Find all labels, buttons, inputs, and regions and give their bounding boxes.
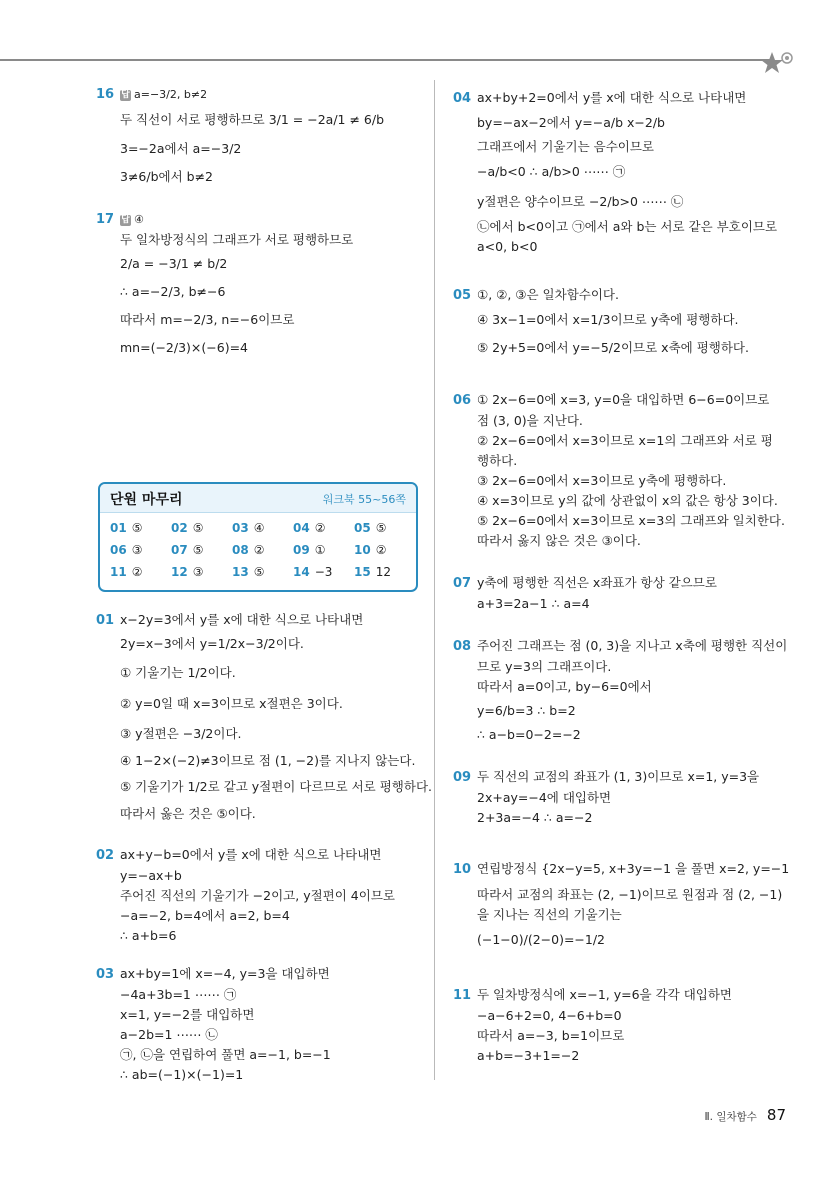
page-number: 87 <box>766 1106 786 1124</box>
problem-01 <box>96 610 433 827</box>
problem-number: 06 <box>453 393 472 408</box>
solution-line: 3=−2a에서 a=−3/2 <box>120 141 242 156</box>
solution-line: 2+3a=−4 ∴ a=−2 <box>477 810 593 825</box>
answer-cell: 13 ⑤ <box>232 565 265 579</box>
answer-cell: 04 ② <box>293 521 326 535</box>
solution-line: 따라서 옳지 않은 것은 ③이다. <box>477 533 641 548</box>
solution-line: ① 기울기는 1/2이다. <box>120 665 236 680</box>
solution-line: 2x+ay=−4에 대입하면 <box>477 790 612 805</box>
solution-line: ∴ ab=(−1)×(−1)=1 <box>120 1067 244 1082</box>
solution-line: x−2y=3에서 y를 x에 대한 식으로 나타내면 <box>120 612 364 627</box>
solution-line: ax+y−b=0에서 y를 x에 대한 식으로 나타내면 <box>120 847 382 862</box>
solution-line: 므로 y=3의 그래프이다. <box>477 659 612 674</box>
solution-line: 따라서 a=0이고, by−6=0에서 <box>477 679 652 694</box>
solution-line: ∴ a+b=6 <box>120 928 177 943</box>
solution-line: 따라서 옳은 것은 ⑤이다. <box>120 806 256 821</box>
problem-number: 16 <box>96 87 115 102</box>
solution-line: ② 2x−6=0에서 x=3이므로 x=1의 그래프와 서로 평 <box>477 433 773 448</box>
solution-line: a+b=−3+1=−2 <box>477 1048 580 1063</box>
solution-line: ∴ a−b=0−2=−2 <box>477 727 581 742</box>
solution-line: 행하다. <box>477 453 518 468</box>
answer-cell: 09 ① <box>293 543 326 557</box>
answer-grid <box>110 520 415 586</box>
problem-09 <box>453 767 793 828</box>
solution-line: mn=(−2/3)×(−6)=4 <box>120 340 248 355</box>
answer-cell: 15 12 <box>354 565 391 579</box>
answer-cell: 07 ⑤ <box>171 543 204 557</box>
unit-review-title: 단원 마무리 <box>110 492 183 508</box>
page-footer <box>705 1106 787 1124</box>
solution-line: by=−ax−2에서 y=−a/b x−2/b <box>477 115 665 130</box>
unit-review-box <box>98 482 418 592</box>
problem-17 <box>96 209 416 362</box>
problem-07 <box>453 573 793 614</box>
problem-03 <box>96 964 426 1085</box>
answer-badge: 답 <box>121 90 130 100</box>
solution-line: ax+by+2=0에서 y를 x에 대한 식으로 나타내면 <box>477 90 747 105</box>
solution-line: y축에 평행한 직선은 x좌표가 항상 같으므로 <box>477 575 717 590</box>
problem-10 <box>453 854 793 955</box>
solution-line: 두 일차방정식에 x=−1, y=6을 각각 대입하면 <box>477 987 733 1002</box>
solution-line: 을 지나는 직선의 기울기는 <box>477 907 622 922</box>
problem-08 <box>453 636 793 745</box>
solution-line: ② y=0일 때 x=3이므로 x절편은 3이다. <box>120 696 343 711</box>
problem-11 <box>453 985 793 1066</box>
workbook-reference: 워크북 55~56쪽 <box>322 493 406 506</box>
problem-04 <box>453 88 793 257</box>
problem-number: 03 <box>96 967 115 982</box>
answer-cell: 06 ③ <box>110 543 143 557</box>
problem-16 <box>96 84 416 191</box>
solution-line: ① 2x−6=0에 x=3, y=0을 대입하면 6−6=0이므로 <box>477 392 770 407</box>
problem-number: 17 <box>96 212 115 227</box>
solution-line: −a/b<0 ∴ a/b>0 ⋯⋯ ㉠ <box>477 164 626 179</box>
answer-cell: 05 ⑤ <box>354 521 387 535</box>
column-divider <box>434 80 435 1080</box>
solution-line: 따라서 a=−3, b=1이므로 <box>477 1028 625 1043</box>
solution-line: 2y=x−3에서 y=1/2x−3/2이다. <box>120 636 304 651</box>
left-column <box>96 84 416 380</box>
section-title: Ⅱ. 일차함수 <box>704 1111 757 1123</box>
problem-number: 11 <box>453 988 472 1003</box>
answer-badge: 답 <box>121 215 130 225</box>
answer-cell: 10 ② <box>354 543 387 557</box>
solution-line: 주어진 직선의 기울기가 −2이고, y절편이 4이므로 <box>120 888 395 903</box>
solution-line: ③ 2x−6=0에서 x=3이므로 y축에 평행하다. <box>477 473 727 488</box>
solution-line: −4a+3b=1 ⋯⋯ ㉠ <box>120 987 237 1002</box>
problem-number: 04 <box>453 91 472 106</box>
solution-line: a−2b=1 ⋯⋯ ㉡ <box>120 1027 218 1042</box>
solution-line: ㉠, ㉡을 연립하여 풀면 a=−1, b=−1 <box>120 1047 331 1062</box>
solution-line: −a−6+2=0, 4−6+b=0 <box>477 1008 622 1023</box>
problem-05 <box>453 285 793 362</box>
solution-line: x=1, y=−2를 대입하면 <box>120 1007 255 1022</box>
answer-cell: 03 ④ <box>232 521 265 535</box>
star-icon <box>760 48 796 78</box>
solution-line: 두 직선의 교점의 좌표가 (1, 3)이므로 x=1, y=3을 <box>477 769 760 784</box>
header-rule <box>0 59 770 61</box>
solution-line: −a=−2, b=4에서 a=2, b=4 <box>120 908 290 923</box>
answer-text: a=−3/2, b≠2 <box>134 88 208 101</box>
solution-line: ⑤ 2y+5=0에서 y=−5/2이므로 x축에 평행하다. <box>477 340 749 355</box>
solution-line: 점 (3, 0)을 지난다. <box>477 413 583 428</box>
solution-line: 그래프에서 기울기는 음수이므로 <box>477 139 654 154</box>
problem-number: 01 <box>96 613 115 628</box>
problem-number: 09 <box>453 770 472 785</box>
problem-06 <box>453 390 793 551</box>
solution-line: 연립방정식 {2x−y=5, x+3y=−1 을 풀면 x=2, y=−1 <box>477 861 790 876</box>
answer-cell: 08 ② <box>232 543 265 557</box>
solution-line: ⑤ 기울기가 1/2로 같고 y절편이 다르므로 서로 평행하다. <box>120 779 433 794</box>
problem-number: 08 <box>453 639 472 654</box>
answer-row <box>110 542 415 564</box>
solution-line: ④ 1−2×(−2)≠3이므로 점 (1, −2)를 지나지 않는다. <box>120 753 416 768</box>
problem-02 <box>96 845 426 946</box>
answer-cell: 02 ⑤ <box>171 521 204 535</box>
solution-line: ax+by=1에 x=−4, y=3을 대입하면 <box>120 966 330 981</box>
solution-line: (−1−0)/(2−0)=−1/2 <box>477 932 606 947</box>
answer-text: ④ <box>134 213 144 226</box>
solution-line: ④ 3x−1=0에서 x=1/3이므로 y축에 평행하다. <box>477 312 739 327</box>
solution-line: a+3=2a−1 ∴ a=4 <box>477 596 590 611</box>
problem-number: 02 <box>96 848 115 863</box>
solution-line: y=−ax+b <box>120 868 182 883</box>
solution-line: 3≠6/b에서 b≠2 <box>120 169 214 184</box>
right-column <box>453 88 793 1084</box>
answer-row <box>110 520 415 542</box>
solution-line: 따라서 m=−2/3, n=−6이므로 <box>120 312 295 327</box>
solution-line: ①, ②, ③은 일차함수이다. <box>477 287 619 302</box>
problem-number: 10 <box>453 862 472 877</box>
solution-line: y절편은 양수이므로 −2/b>0 ⋯⋯ ㉡ <box>477 194 684 209</box>
solution-line: ③ y절편은 −3/2이다. <box>120 726 242 741</box>
answer-cell: 14 −3 <box>293 565 333 579</box>
solution-line: ∴ a=−2/3, b≠−6 <box>120 284 226 299</box>
problem-number: 05 <box>453 288 472 303</box>
solution-line: 두 일차방정식의 그래프가 서로 평행하므로 <box>120 232 354 247</box>
answer-cell: 12 ③ <box>171 565 204 579</box>
unit-review-header <box>100 484 416 513</box>
solution-line: 주어진 그래프는 점 (0, 3)을 지나고 x축에 평행한 직선이 <box>477 638 788 653</box>
solution-line: 2/a = −3/1 ≠ b/2 <box>120 256 228 271</box>
answer-cell: 11 ② <box>110 565 143 579</box>
left-column-lower <box>96 610 433 1103</box>
solution-line: ④ x=3이므로 y의 값에 상관없이 x의 값은 항상 3이다. <box>477 493 778 508</box>
solution-line: 따라서 교점의 좌표는 (2, −1)이므로 원점과 점 (2, −1) <box>477 887 783 902</box>
solution-line: ⑤ 2x−6=0에서 x=3이므로 x=3의 그래프와 일치한다. <box>477 513 785 528</box>
solution-line: y=6/b=3 ∴ b=2 <box>477 703 576 718</box>
answer-row <box>110 564 415 586</box>
solution-line: ㉡에서 b<0이고 ㉠에서 a와 b는 서로 같은 부호이므로 <box>477 219 778 234</box>
solution-line: 두 직선이 서로 평행하므로 3/1 = −2a/1 ≠ 6/b <box>120 112 385 127</box>
answer-cell: 01 ⑤ <box>110 521 143 535</box>
solution-line: a<0, b<0 <box>477 239 538 254</box>
problem-number: 07 <box>453 576 472 591</box>
